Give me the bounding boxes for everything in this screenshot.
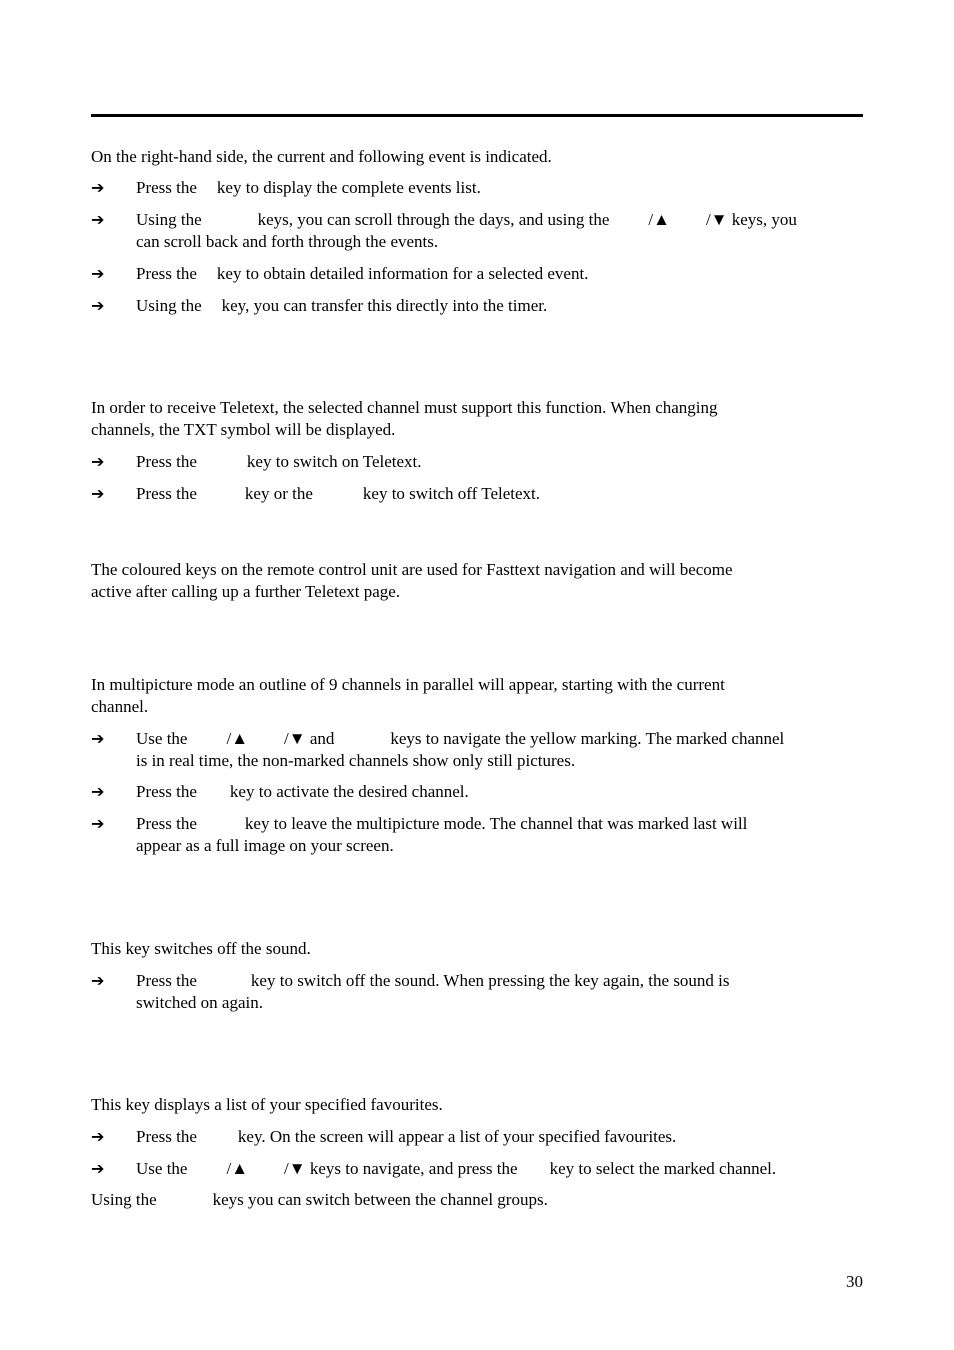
bullet-text: Press the xyxy=(136,782,197,801)
bullet-text: Press the xyxy=(136,264,197,283)
epg-bullet-3 xyxy=(91,263,861,285)
multipicture-bullet-3 xyxy=(91,813,861,857)
bullet-text: key to obtain detailed information for a selected event. xyxy=(216,264,589,283)
epg-bullet-1 xyxy=(91,177,861,199)
bullet-text: Use the xyxy=(136,729,188,748)
arrow-icon: ➔ xyxy=(91,814,105,833)
arrow-icon: ➔ xyxy=(91,782,105,801)
bullet-text: Press the xyxy=(136,1127,197,1146)
teletext-bullet-2 xyxy=(91,483,861,505)
favourites-bullet-1 xyxy=(91,1126,861,1148)
up-key-text: /▲ xyxy=(226,1159,249,1178)
bullet-text: key to switch off the sound. When pressing the key again, the sound is xyxy=(250,971,730,990)
bullet-text: key to switch on Teletext. xyxy=(246,452,422,471)
arrow-icon: ➔ xyxy=(91,484,105,503)
multipicture-intro: In multipicture mode an outline of 9 channels in parallel will appear, starting with the current channel. xyxy=(91,675,725,716)
epg-intro: On the right-hand side, the current and following event is indicated. xyxy=(91,147,552,166)
down-key-text: /▼ and xyxy=(284,729,335,748)
bullet-text: Using the xyxy=(136,210,202,229)
bullet-text: key to select the marked channel. xyxy=(549,1159,777,1178)
header-rule xyxy=(91,114,863,117)
bullet-text: Use the xyxy=(136,1159,188,1178)
bullet-text: key. On the screen will appear a list of your specified favourites. xyxy=(237,1127,677,1146)
up-key-text: /▲ xyxy=(226,729,249,748)
bullet-text: key to display the complete events list. xyxy=(216,178,481,197)
bullet-text: keys, you can scroll through the days, and using the xyxy=(257,210,610,229)
favourites-footer: Using the keys you can switch between the channel groups. xyxy=(91,1190,548,1209)
bullet-text: key to leave the multipicture mode. The channel that was marked last will xyxy=(244,814,748,833)
down-key-text: /▼ keys, you xyxy=(705,210,797,229)
bullet-text: Press the xyxy=(136,178,197,197)
bullet-text: Press the xyxy=(136,452,197,471)
arrow-icon: ➔ xyxy=(91,296,105,315)
bullet-text: Press the xyxy=(136,484,197,503)
bullet-text: Using the xyxy=(136,296,202,315)
epg-bullet-2 xyxy=(91,209,861,253)
arrow-icon: ➔ xyxy=(91,452,105,471)
teletext-intro: In order to receive Teletext, the selected channel must support this function. When changing channels, the TXT symbol will be displayed. xyxy=(91,398,718,439)
page-number: 30 xyxy=(846,1272,863,1291)
bullet-text: key, you can transfer this directly into the timer. xyxy=(221,296,548,315)
bullet-text: key to activate the desired channel. xyxy=(229,782,469,801)
bullet-text: keys to navigate the yellow marking. The marked channel xyxy=(390,729,785,748)
arrow-icon: ➔ xyxy=(91,1127,105,1146)
favourites-bullet-2 xyxy=(91,1158,861,1180)
multipicture-bullet-1 xyxy=(91,728,861,772)
arrow-icon: ➔ xyxy=(91,729,105,748)
bullet-text: switched on again. xyxy=(136,993,263,1012)
mute-intro: This key switches off the sound. xyxy=(91,939,311,958)
teletext-bullet-1 xyxy=(91,451,861,473)
up-key-text: /▲ xyxy=(648,210,670,229)
multipicture-bullet-2 xyxy=(91,781,861,803)
bullet-text: /▼ keys to navigate, and press the xyxy=(284,1159,518,1178)
bullet-text: key to switch off Teletext. xyxy=(362,484,541,503)
mute-bullet-1 xyxy=(91,970,861,1014)
bullet-text: Press the xyxy=(136,971,197,990)
favourites-intro: This key displays a list of your specified favourites. xyxy=(91,1095,443,1114)
arrow-icon: ➔ xyxy=(91,971,105,990)
fasttext-paragraph: The coloured keys on the remote control unit are used for Fasttext navigation and will become active after calling up a further Teletext page. xyxy=(91,560,733,601)
arrow-icon: ➔ xyxy=(91,264,105,283)
arrow-icon: ➔ xyxy=(91,178,105,197)
bullet-text: key or the xyxy=(244,484,313,503)
bullet-text: is in real time, the non-marked channels show only still pictures. xyxy=(136,751,576,770)
bullet-text: Press the xyxy=(136,814,197,833)
bullet-text: can scroll back and forth through the events. xyxy=(136,232,439,251)
bullet-text: appear as a full image on your screen. xyxy=(136,836,394,855)
arrow-icon: ➔ xyxy=(91,1159,105,1178)
arrow-icon: ➔ xyxy=(91,210,105,229)
epg-bullet-4 xyxy=(91,295,861,317)
